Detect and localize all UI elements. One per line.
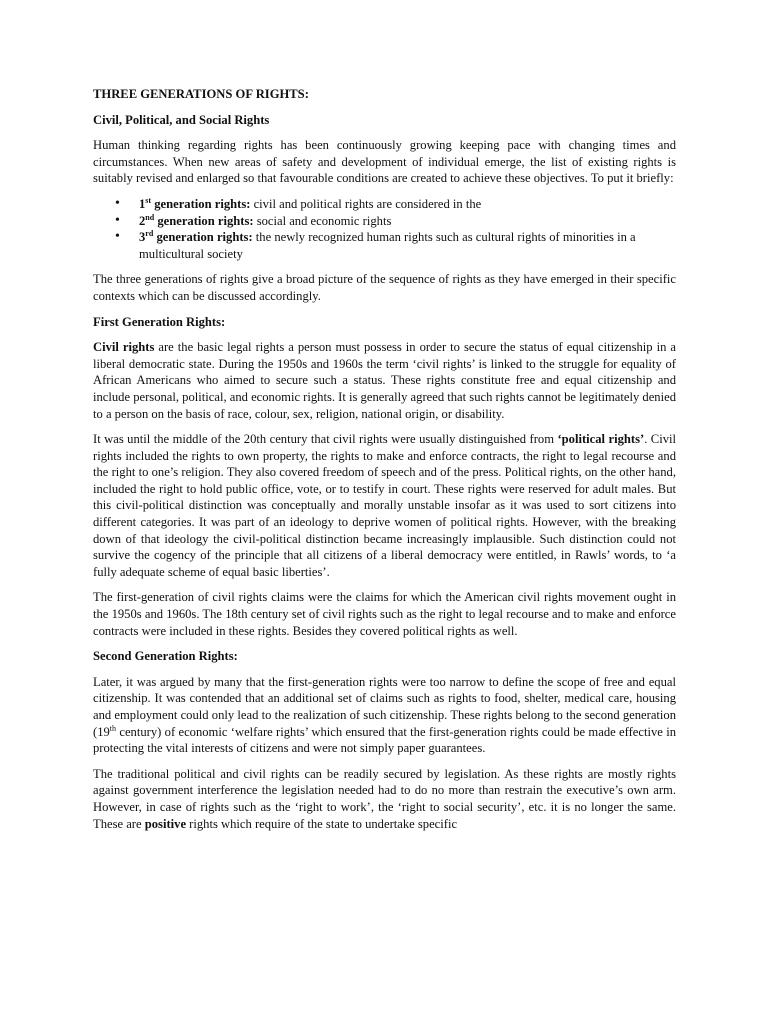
list-item: • 3rd generation rights: the newly recognized human rights such as cultural rights of minorities in a multicultural society: [139, 229, 676, 262]
first-generation-heading: First Generation Rights:: [93, 314, 226, 329]
list-item: • 2nd generation rights: social and economic rights: [139, 213, 676, 230]
document-title: THREE GENERATIONS OF RIGHTS:: [93, 87, 309, 101]
list-item: • 1st generation rights: civil and political rights are considered in the: [139, 196, 676, 213]
civil-rights-paragraph: Civil rights are the basic legal rights a person must possess in order to secure the status of equal citizenship in a liberal democratic state. During the 1950s and 1960s the term ‘civil rights’ is linked to the struggle for equality of African Americans who aimed to secure such a status. These rights constitute free and equal citizenship and include personal, political, and economic rights. It is generally agreed that such rights cannot be legitimately denied to a person on the basis of race, colour, sex, religion, national origin, or disability.: [93, 340, 676, 421]
overview-paragraph: The three generations of rights give a broad picture of the sequence of rights as they have emerged in their specific contexts which can be discussed accordingly.: [93, 272, 676, 303]
generations-list: [93, 196, 676, 262]
second-generation-heading: Second Generation Rights:: [93, 649, 238, 664]
document-subtitle: Civil, Political, and Social Rights: [93, 112, 270, 127]
positive-rights-paragraph: The traditional political and civil rights can be readily secured by legislation. As these rights are mostly rights against government interference the legislation needed had to do no more than restrain the executive’s own arm. However, in case of rights such as the ‘right to work’, the ‘right to social security’, etc. it is no longer the same. These are positive rights which require of the state to undertake specific: [93, 766, 676, 831]
welfare-rights-paragraph: Later, it was argued by many that the first-generation rights were too narrow to define the scope of free and equal citizenship. It was contended that an additional set of claims such as rights to food, shelter, medical care, housing and employment could only lead to the realization of such citizenship. These rights belong to the second generation (19th century) of economic ‘welfare rights’ which ensured that the first-generation rights could be made effective in protecting the vital interests of citizens and were not simply paper guarantees.: [93, 674, 676, 756]
intro-paragraph: Human thinking regarding rights has been continuously growing keeping pace with changing times and circumstances. When new areas of safety and development of individual emerge, the list of existing rights is suitably revised and enlarged so that favourable conditions are created to achieve these objectives. To put it briefly:: [93, 138, 676, 186]
first-generation-claims-paragraph: The first-generation of civil rights claims were the claims for which the American civil rights movement ought in the 1950s and 1960s. The 18th century set of civil rights such as the right to legal recourse and to make and enforce contracts were included in these rights. Besides they covered political rights as well.: [93, 590, 676, 638]
political-rights-paragraph: It was until the middle of the 20th century that civil rights were usually distinguished from ‘political rights’. Civil rights included the rights to own property, the rights to make and enforce contracts, the right to legal recourse and the right to one’s religion. They also covered freedom of speech and of the press. Political rights, on the other hand, included the right to hold public office, vote, or to testify in court. These rights were reserved for adult males. But this civil-political distinction was conceptually and morally unstable insofar as it was used to sort citizens into different categories. It was part of an ideology to deprive women of political rights. However, with the breaking down of that ideology the civil-political distinction became increasingly implausible. Such distinction could not survive the cogency of the principle that all citizens of a liberal democracy were entitled, in Rawls’ words, to ‘a fully adequate scheme of equal basic liberties’.: [93, 432, 676, 579]
